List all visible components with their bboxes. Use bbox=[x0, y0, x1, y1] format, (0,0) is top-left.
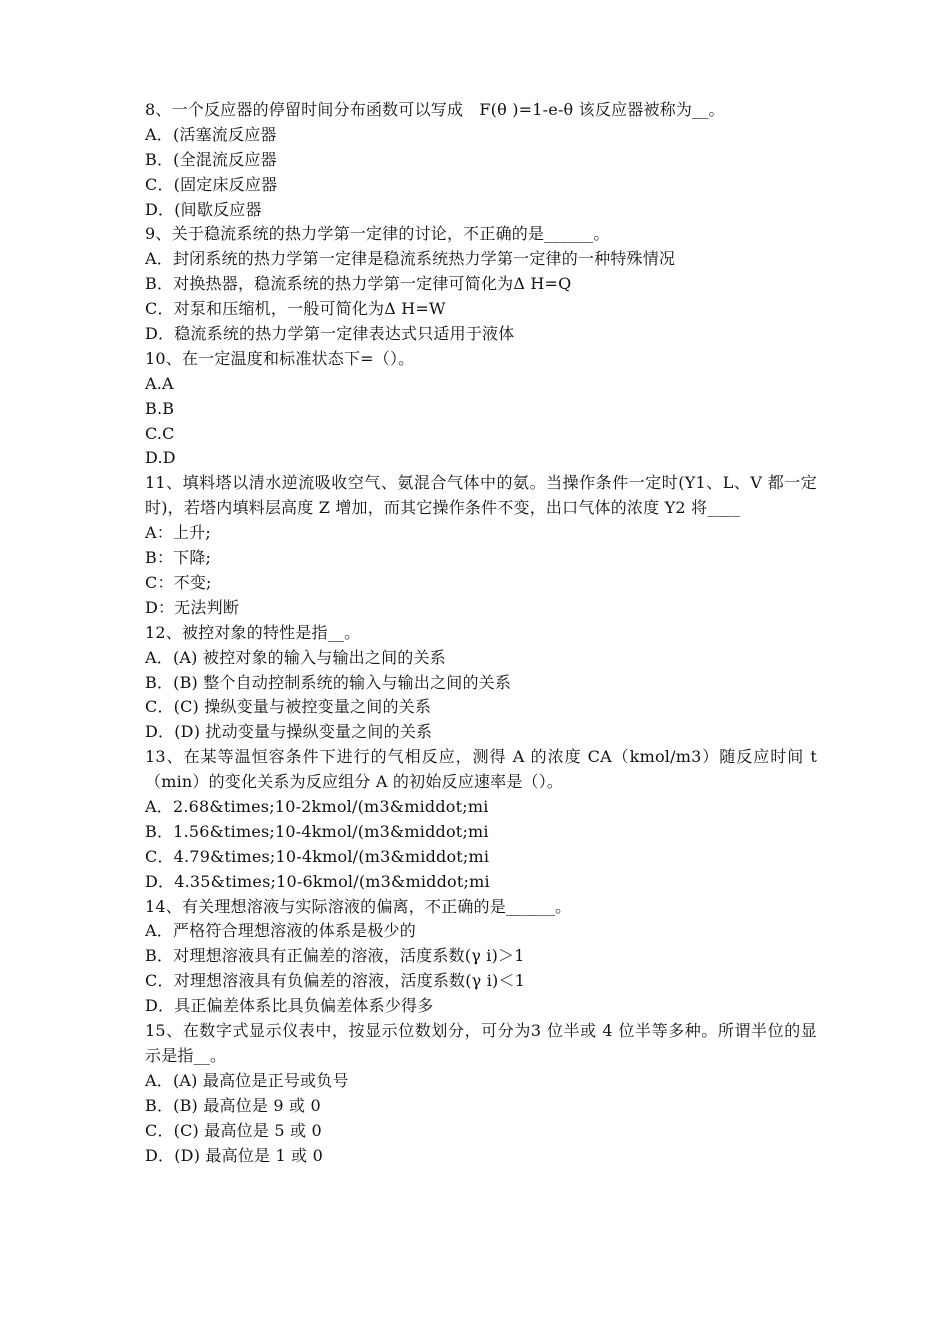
question-stem: 12、被控对象的特性是指__。 bbox=[145, 622, 361, 642]
question-stem: 13、在某等温恒容条件下进行的气相反应，测得 A 的浓度 CA（kmol/m3）随反应时间 t（min）的变化关系为反应组分 A 的初始反应速率是（）。 bbox=[145, 747, 817, 792]
option-d: D．具正偏差体系比具负偏差体系少得多 bbox=[145, 996, 434, 1016]
question-12 bbox=[145, 621, 817, 745]
option-c: C．4.79&times;10-4kmol/(m3&middot;mi bbox=[145, 846, 490, 866]
question-stem: 11、填料塔以清水逆流吸收空气、氨混合气体中的氨。当操作条件一定时(Y1、L、V 都一定时)，若塔内填料层高度 Z 增加，而其它操作条件不变，出口气体的浓度 Y2 将____ bbox=[145, 473, 817, 518]
option-d: D．(间歇反应器 bbox=[145, 199, 262, 219]
option-d: D．(D) 扰动变量与操纵变量之间的关系 bbox=[145, 722, 433, 742]
question-stem: 14、有关理想溶液与实际溶液的偏离，不正确的是______。 bbox=[145, 896, 572, 916]
option-d: D．稳流系统的热力学第一定律表达式只适用于液体 bbox=[145, 324, 515, 344]
question-9 bbox=[145, 222, 817, 346]
option-b: B．(全混流反应器 bbox=[145, 149, 277, 169]
option-d: D．(D) 最高位是 1 或 0 bbox=[145, 1145, 324, 1165]
option-a: A．(A) 最高位是正号或负号 bbox=[145, 1070, 349, 1090]
option-c: C.C bbox=[145, 423, 175, 443]
option-c: C：不变; bbox=[145, 572, 212, 592]
option-b: B．对换热器，稳流系统的热力学第一定律可简化为Δ H=Q bbox=[145, 274, 572, 294]
option-d: D．4.35&times;10-6kmol/(m3&middot;mi bbox=[145, 871, 490, 891]
option-b: B：下降; bbox=[145, 548, 212, 568]
question-stem: 10、在一定温度和标准状态下=（）。 bbox=[145, 348, 415, 368]
option-c: C．(固定床反应器 bbox=[145, 174, 278, 194]
option-a: A．(A) 被控对象的输入与输出之间的关系 bbox=[145, 647, 446, 667]
option-a: A：上升; bbox=[145, 523, 211, 543]
option-c: C．(C) 最高位是 5 或 0 bbox=[145, 1120, 322, 1140]
option-d: D.D bbox=[145, 448, 176, 468]
question-stem: 15、在数字式显示仪表中，按显示位数划分，可分为3 位半或 4 位半等多种。所谓半位的显示是指__。 bbox=[145, 1021, 817, 1065]
question-15 bbox=[145, 1019, 817, 1168]
option-b: B．对理想溶液具有正偏差的溶液，活度系数(γ i)＞1 bbox=[145, 946, 525, 966]
option-a: A．封闭系统的热力学第一定律是稳流系统热力学第一定律的一种特殊情况 bbox=[145, 249, 676, 269]
option-a: A．2.68&times;10-2kmol/(m3&middot;mi bbox=[145, 797, 489, 816]
document-page bbox=[145, 98, 817, 1168]
option-b: B.B bbox=[145, 398, 175, 418]
question-11 bbox=[145, 471, 817, 620]
option-b: B．1.56&times;10-4kmol/(m3&middot;mi bbox=[145, 821, 489, 841]
question-stem: 9、关于稳流系统的热力学第一定律的讨论，不正确的是______。 bbox=[145, 224, 610, 244]
option-b: B．(B) 整个自动控制系统的输入与输出之间的关系 bbox=[145, 672, 512, 692]
option-b: B．(B) 最高位是 9 或 0 bbox=[145, 1095, 321, 1115]
question-8 bbox=[145, 98, 817, 222]
question-stem: 8、一个反应器的停留时间分布函数可以写成 F(θ )=1-e-θ 该反应器被称为__。 bbox=[145, 100, 725, 119]
option-c: C．对理想溶液具有负偏差的溶液，活度系数(γ i)＜1 bbox=[145, 971, 526, 991]
question-13 bbox=[145, 745, 817, 894]
question-14 bbox=[145, 895, 817, 1019]
option-a: A．严格符合理想溶液的体系是极少的 bbox=[145, 921, 416, 941]
option-a: A．(活塞流反应器 bbox=[145, 124, 277, 144]
option-a: A.A bbox=[145, 373, 174, 393]
option-d: D：无法判断 bbox=[145, 597, 240, 617]
option-c: C．对泵和压缩机，一般可简化为Δ H=W bbox=[145, 299, 446, 319]
question-10 bbox=[145, 347, 817, 471]
option-c: C．(C) 操纵变量与被控变量之间的关系 bbox=[145, 697, 432, 717]
